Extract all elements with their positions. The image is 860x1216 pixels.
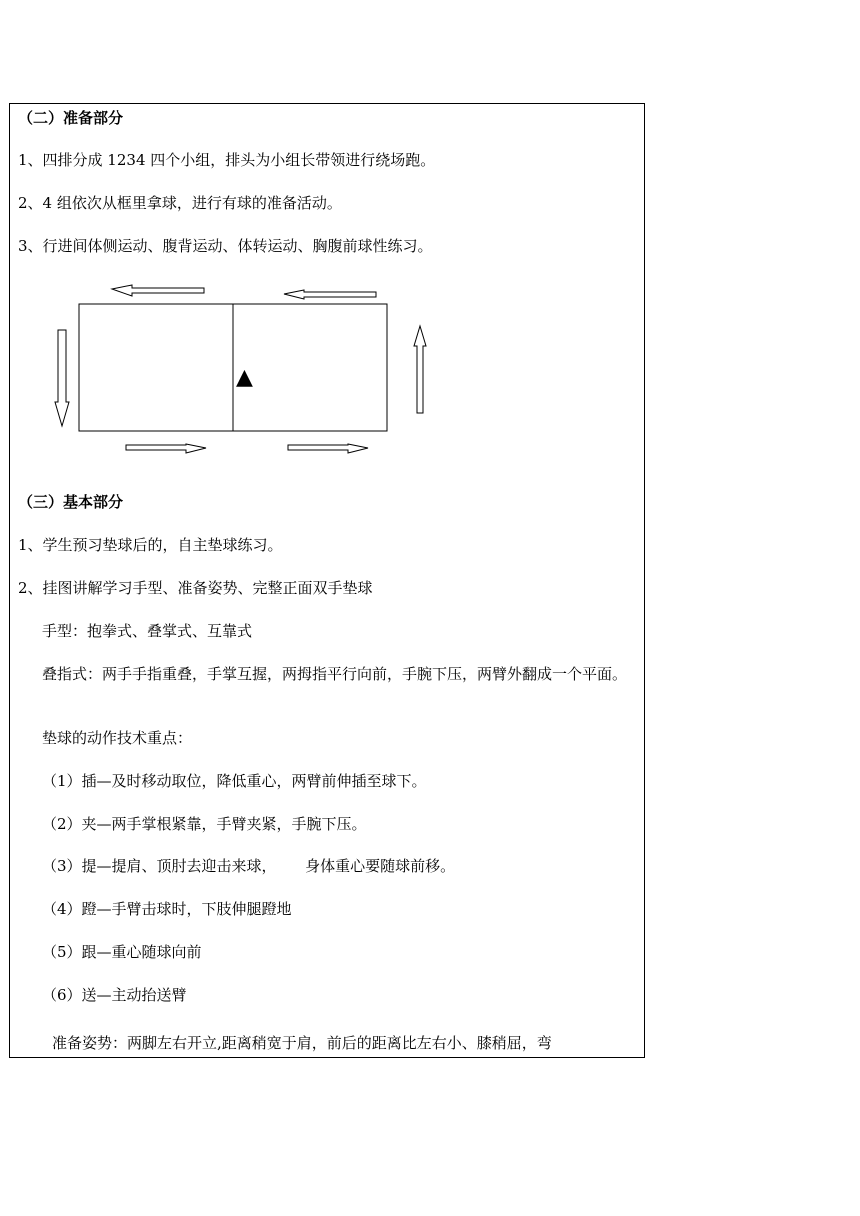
arrow-left-top-right-icon [284, 290, 376, 299]
arrow-down-left-icon [55, 330, 69, 426]
key-point-5: （5）跟—重心随球向前 [42, 943, 202, 961]
prep-item-1: 1、四排分成 1234 四个小组，排头为小组长带领进行绕场跑。 [18, 151, 436, 169]
arrow-right-bottom-right-icon [288, 444, 368, 453]
arrow-right-bottom-left-icon [126, 444, 206, 453]
prep-item-2: 2、4 组依次从框里拿球，进行有球的准备活动。 [18, 194, 342, 212]
key-point-4: （4）蹬—手臂击球时，下肢伸腿蹬地 [42, 900, 292, 918]
arrow-up-right-icon [414, 326, 426, 413]
lesson-plan-cell [9, 103, 645, 1058]
key-points-title: 垫球的动作技术重点： [42, 729, 193, 747]
overlap-fingers-text: 叠指式：两手手指重叠，手掌互握，两拇指平行向前，手腕下压，两臂外翻成一个平面。 [42, 665, 628, 683]
prep-item-3: 3、行进间体侧运动、腹背运动、体转运动、胸腹前球性练习。 [18, 237, 433, 255]
basic-item-2: 2、挂图讲解学习手型、准备姿势、完整正面双手垫球 [18, 579, 373, 597]
key-point-3: （3）提—提肩、顶肘去迎击来球， 身体重心要随球前移。 [42, 857, 456, 875]
basic-heading: （三）基本部分 [18, 493, 124, 511]
prep-heading: （二）准备部分 [18, 109, 124, 127]
basic-item-1: 1、学生预习垫球后的，自主垫球练习。 [18, 536, 283, 554]
key-point-6: （6）送—主动抬送臂 [42, 986, 187, 1004]
key-point-2: （2）夹—两手掌根紧靠，手臂夹紧，手腕下压。 [42, 815, 367, 833]
key-point-1: （1）插—及时移动取位，降低重心，两臂前伸插至球下。 [42, 772, 427, 790]
stance-text: 准备姿势：两脚左右开立,距离稍宽于肩，前后的距离比左右小、膝稍屈，弯 [52, 1034, 552, 1052]
hand-shape-text: 手型：抱拳式、叠掌式、互靠式 [42, 622, 253, 640]
arrow-left-top-left-icon [112, 285, 204, 296]
teacher-marker: ▲ [236, 365, 253, 390]
running-route-diagram [50, 284, 430, 454]
